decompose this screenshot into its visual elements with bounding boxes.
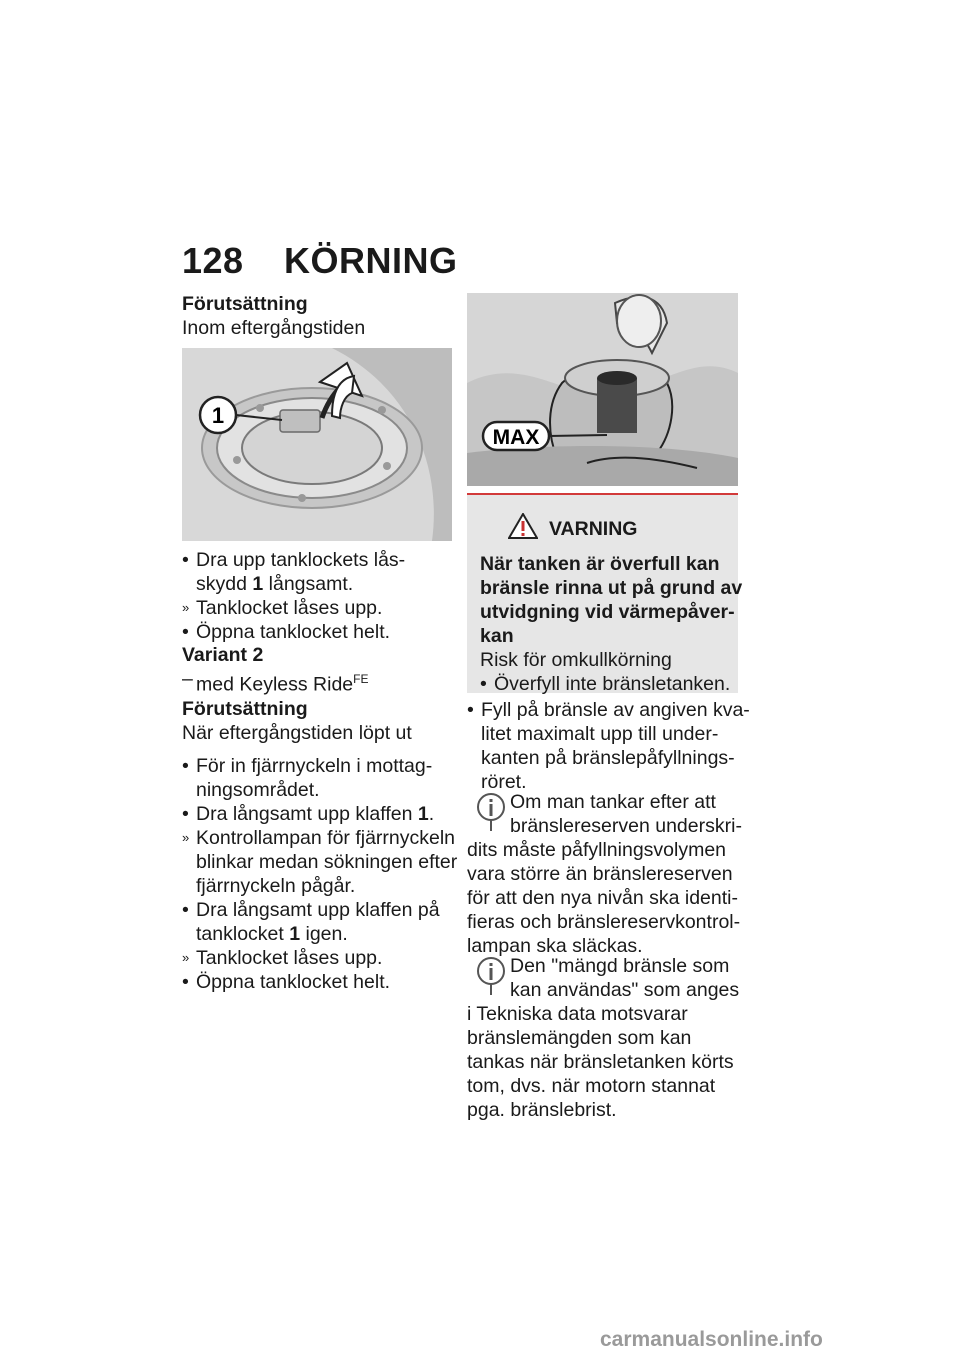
note-1-body: dits måste påfyllningsvolymen vara större än bränslereserven för att den nya nivån ska identi- fieras och bränslereservkontrol- lampan ska släckas. [467, 839, 741, 957]
list-item: • Dra långsamt upp klaffen på tanklocket 1 igen. [182, 899, 440, 945]
watermark: carmanualsonline.info [600, 1328, 823, 1351]
warning-title: VARNING [549, 518, 638, 540]
bullet-icon: • [480, 673, 487, 695]
list-item: • Dra långsamt upp klaffen 1. [182, 803, 435, 825]
bullet-icon: • [182, 549, 189, 571]
list-item-result: » Tanklocket låses upp. [182, 947, 383, 969]
result-arrow-icon: » [182, 600, 190, 615]
left-steps-1 [182, 548, 452, 644]
fuel-level-figure [467, 293, 738, 486]
page-number: 128 [182, 240, 244, 281]
list-item: • Öppna tanklocket helt. [182, 621, 391, 643]
tank-cap-figure [182, 348, 452, 541]
info-icon [475, 793, 507, 833]
bullet-icon: • [467, 699, 474, 721]
fuel-filler-illustration [467, 293, 738, 486]
bullet-icon: • [182, 621, 189, 643]
variant-title: Variant 2 [182, 644, 264, 666]
prerequisite-title: Förutsättning [182, 698, 308, 720]
bullet-icon: • [182, 971, 189, 993]
dash-icon: – [182, 668, 193, 690]
list-item: • För in fjärrnyckeln i mottag- ningsområdet. [182, 755, 433, 801]
figure-callout-1: 1 [211, 403, 225, 428]
tank-cap-illustration [182, 348, 452, 541]
list-item: • Överfyll inte bränsletanken. [480, 673, 731, 695]
info-icon [475, 957, 507, 997]
left-steps-2 [182, 754, 458, 994]
list-item-result: » Tanklocket låses upp. [182, 597, 383, 619]
warning-box [467, 493, 743, 695]
page-header [182, 240, 458, 282]
prerequisite-text: När eftergångstiden löpt ut [182, 722, 412, 744]
warning-risk: Risk för omkullkörning [480, 649, 672, 671]
prerequisite-title: Förutsättning [182, 293, 308, 315]
result-arrow-icon: » [182, 830, 190, 845]
warning-body: När tanken är överfull kan bränsle rinna ut på grund av utvidgning vid värmepåver- kan Risk för omkullkörning • Överfyll inte bränsletanken. [480, 553, 743, 695]
result-arrow-icon: » [182, 950, 190, 965]
bullet-icon: • [182, 899, 189, 921]
warning-triangle-icon [508, 513, 538, 539]
note-1-top: Om man tankar efter att bränslereserven underskri- [510, 791, 742, 837]
list-item: • Fyll på bränsle av angiven kva- litet maximalt upp till under- kanten på bränslepåfyllnings- röret. [467, 699, 750, 793]
list-item: • Dra upp tanklockets lås- skydd 1 långsamt. [182, 549, 406, 595]
prerequisite-2 [182, 697, 452, 745]
fill-step [467, 698, 750, 794]
list-item-result: » Kontrollampan för fjärrnyckeln blinkar medan sökningen efter fjärrnyckeln pågår. [182, 827, 458, 897]
list-item: • Öppna tanklocket helt. [182, 971, 391, 993]
bullet-icon: • [182, 755, 189, 777]
bullet-icon: • [182, 803, 189, 825]
note-2-body: i Tekniska data motsvarar bränslemängden som kan tankas när bränsletanken körts tom, dvs. när motorn stannat pga. bränslebrist. [467, 1003, 734, 1121]
left-column [182, 292, 452, 340]
variant-section [182, 643, 452, 697]
list-item: – med Keyless Ride$^{FE}$ [182, 668, 369, 696]
section-title: KÖRNING [284, 240, 458, 281]
prerequisite-text: Inom eftergångstiden [182, 317, 366, 339]
note-2-top: Den "mängd bränsle som kan användas" som anges [510, 955, 740, 1001]
max-label: MAX [492, 426, 540, 449]
